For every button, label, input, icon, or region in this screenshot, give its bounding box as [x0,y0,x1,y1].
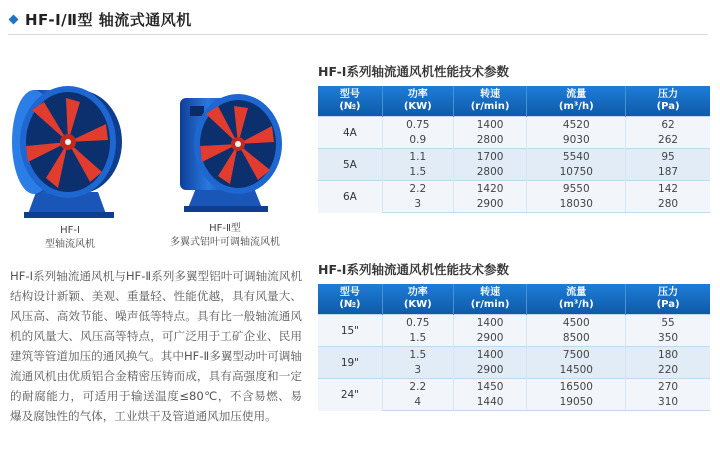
hf2-caption [150,222,300,250]
table-row [318,379,710,395]
power-cell: 1.1 [382,149,453,165]
power-cell: 4 [382,395,453,411]
model-cell: 15" [318,315,382,347]
table1-title: HF-Ⅰ系列轴流通风机性能技术参数 [318,64,509,79]
pressure-cell: 95 [626,149,710,165]
model-cell: 19" [318,347,382,379]
pressure-cell: 62 [626,117,710,133]
power-cell: 2.2 [382,181,453,197]
flow-cell: 19050 [527,395,626,411]
table2 [318,284,710,411]
flow-cell: 9550 [527,181,626,197]
table1-header-row [318,86,710,117]
hf1-fan-image [6,80,134,222]
pressure-cell: 55 [626,315,710,331]
table-row [318,315,710,331]
power-cell: 0.75 [382,117,453,133]
power-cell: 1.5 [382,165,453,181]
flow-cell: 7500 [527,347,626,363]
flow-cell: 5540 [527,149,626,165]
hf2-fan-image [160,84,288,216]
power-cell: 0.75 [382,315,453,331]
col-model-header: 型号 (№) [318,284,382,315]
table-row [318,181,710,197]
speed-cell: 2800 [453,133,527,149]
col-power-header: 功率 (KW) [382,284,453,315]
col-pressure-header: 压力 (Pa) [626,86,710,117]
hf1-caption-line1: HF-Ⅰ [60,225,80,236]
page-header [8,6,192,32]
speed-cell: 1700 [453,149,527,165]
table1 [318,86,710,213]
speed-cell: 2800 [453,165,527,181]
hf2-caption-line2: 多翼式铝叶可调轴流风机 [170,237,280,248]
model-cell: 24" [318,379,382,411]
power-cell: 1.5 [382,331,453,347]
page-title: HF-Ⅰ/Ⅱ型 轴流式通风机 [25,10,192,29]
flow-cell: 16500 [527,379,626,395]
flow-cell: 9030 [527,133,626,149]
pressure-cell: 310 [626,395,710,411]
speed-cell: 1400 [453,347,527,363]
model-cell: 4A [318,117,382,149]
pressure-cell: 270 [626,379,710,395]
speed-cell: 2900 [453,331,527,347]
table-row [318,347,710,363]
pressure-cell: 350 [626,331,710,347]
pressure-cell: 142 [626,181,710,197]
model-cell: 6A [318,181,382,213]
power-cell: 2.2 [382,379,453,395]
pressure-cell: 180 [626,347,710,363]
model-cell: 5A [318,149,382,181]
speed-cell: 1420 [453,181,527,197]
flow-cell: 18030 [527,197,626,213]
flow-cell: 4500 [527,315,626,331]
hf1-caption [20,224,120,252]
col-model-header: 型号 (№) [318,86,382,117]
power-cell: 1.5 [382,347,453,363]
speed-cell: 1440 [453,395,527,411]
power-cell: 3 [382,363,453,379]
speed-cell: 1400 [453,117,527,133]
col-flow-header: 流量 (m³/h) [527,86,626,117]
flow-cell: 14500 [527,363,626,379]
flow-cell: 4520 [527,117,626,133]
diamond-bullet-icon [9,14,19,24]
col-pressure-header: 压力 (Pa) [626,284,710,315]
speed-cell: 1450 [453,379,527,395]
table2-header-row [318,284,710,315]
col-speed-header: 转速 (r/min) [453,284,527,315]
header-divider [8,34,708,35]
speed-cell: 1400 [453,315,527,331]
pressure-cell: 262 [626,133,710,149]
flow-cell: 8500 [527,331,626,347]
hf2-caption-line1: HF-Ⅱ型 [209,223,241,234]
col-flow-header: 流量 (m³/h) [527,284,626,315]
speed-cell: 2900 [453,363,527,379]
col-speed-header: 转速 (r/min) [453,86,527,117]
hf1-caption-line2: 型轴流风机 [45,239,95,250]
table-row [318,149,710,165]
speed-cell: 2900 [453,197,527,213]
table-row [318,117,710,133]
col-power-header: 功率 (KW) [382,86,453,117]
power-cell: 3 [382,197,453,213]
pressure-cell: 280 [626,197,710,213]
power-cell: 0.9 [382,133,453,149]
table2-title: HF-Ⅰ系列轴流通风机性能技术参数 [318,262,509,277]
pressure-cell: 220 [626,363,710,379]
description-paragraph: HF-Ⅰ系列轴流通风机与HF-Ⅱ系列多翼型铝叶可调轴流风机结构设计新颖、美观、重量轻、性能优越，具有风量大、风压高、高效节能、噪声低等特点。具有比一般轴流通风机的风量大、风压高等特点，可广泛用于工矿企业、民用建筑等管道加压的通风换气。其中HF-Ⅱ多翼型动叶可调轴流通风机由优质铝合金精密压铸而成，具有高强度和一定的耐腐能力，可适用于输送温度≤80℃，不含易燃、易爆及腐蚀性的气体，工业烘干及管道通风加压使用。 [10,269,302,423]
pressure-cell: 187 [626,165,710,181]
flow-cell: 10750 [527,165,626,181]
